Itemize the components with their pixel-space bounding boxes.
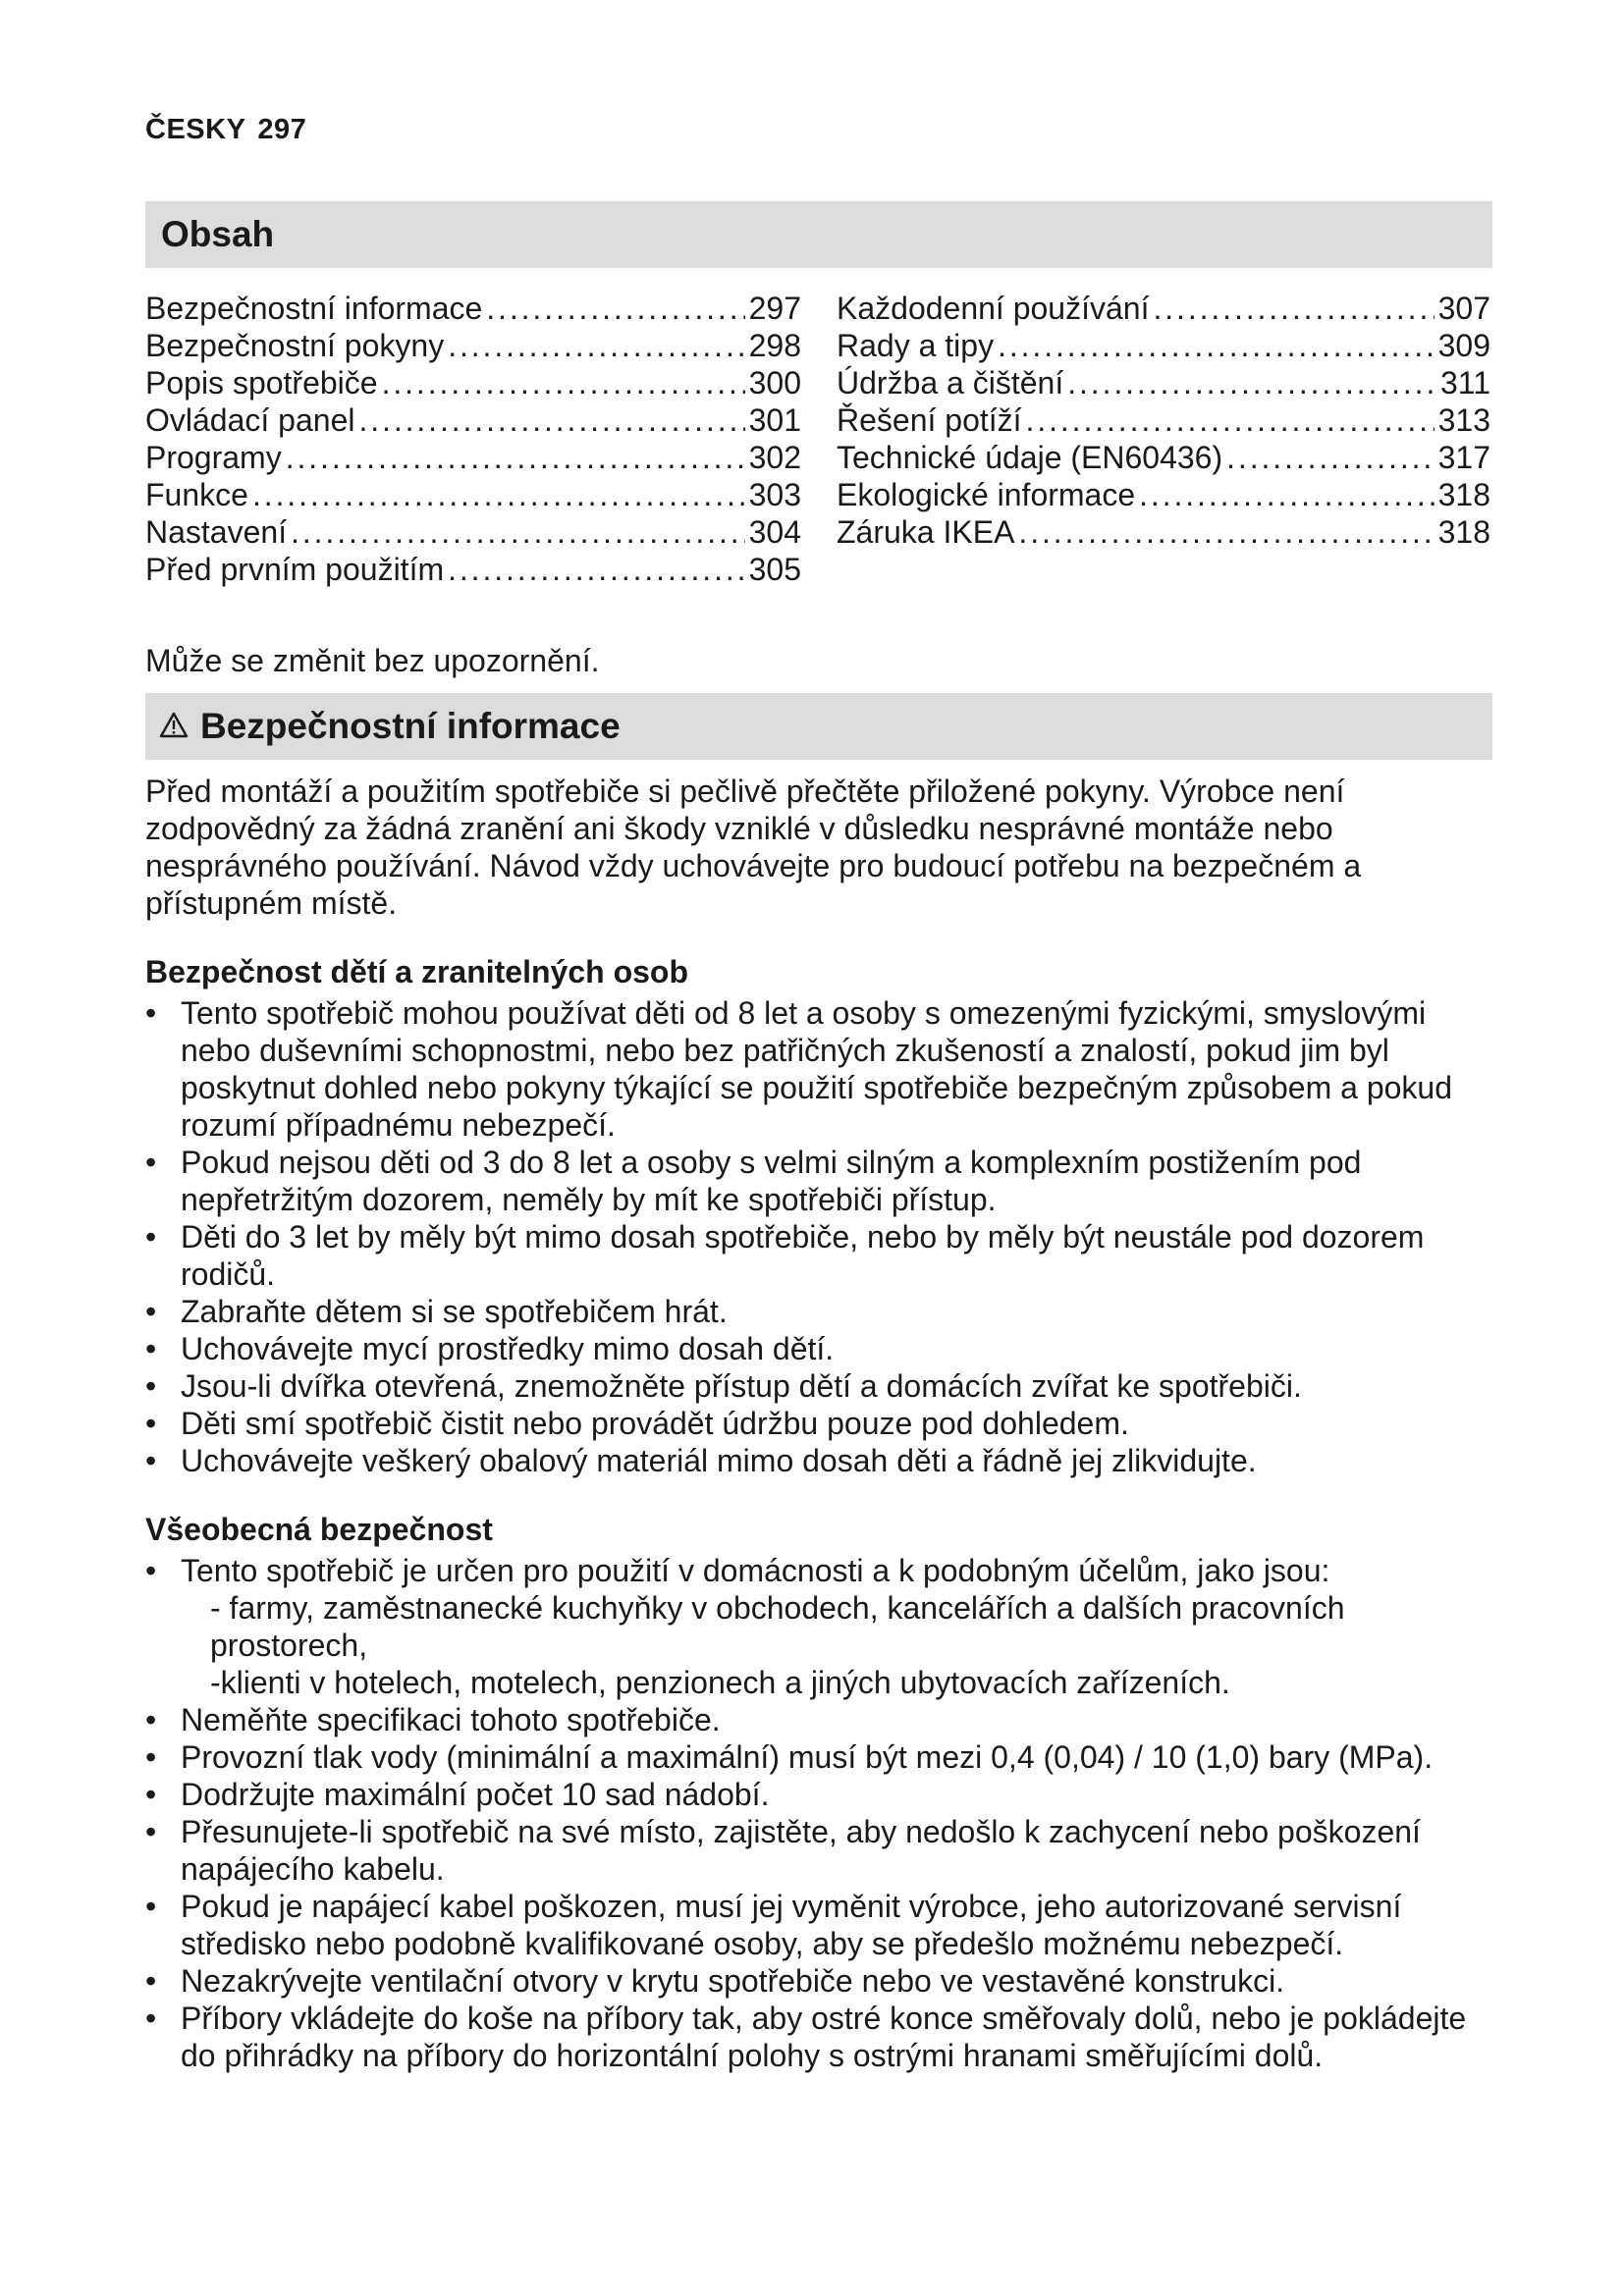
toc-leader-dots bbox=[1153, 290, 1434, 327]
children-safety-heading: Bezpečnost dětí a zranitelných osob bbox=[145, 954, 688, 989]
toc-entry-label: Ekologické informace bbox=[837, 477, 1136, 512]
toc-entry bbox=[837, 439, 1490, 476]
toc-entry-label: Programy bbox=[145, 440, 282, 475]
toc-entry-page: 298 bbox=[748, 328, 801, 363]
toc-entry-label: Funkce bbox=[145, 477, 248, 512]
toc-leader-dots bbox=[286, 439, 745, 476]
toc-entry bbox=[837, 327, 1490, 364]
toc-entry-page: 305 bbox=[748, 552, 801, 587]
toc-entry-page: 300 bbox=[748, 365, 801, 400]
toc-entry bbox=[145, 401, 801, 439]
list-item: • Nezakrývejte ventilační otvory v krytu spotřebiče nebo ve vestavěné konstrukci. bbox=[145, 1962, 1500, 2000]
toc-leader-dots bbox=[998, 327, 1435, 364]
warning-triangle-icon bbox=[159, 706, 200, 747]
toc-leader-dots bbox=[1067, 364, 1436, 401]
toc-leader-dots bbox=[448, 327, 744, 364]
list-item: • Jsou-li dvířka otevřená, znemožněte přístup dětí a domácích zvířat ke spotřebiči. bbox=[145, 1367, 1500, 1405]
safety-content bbox=[145, 773, 1500, 2074]
toc-entry bbox=[145, 513, 801, 551]
list-item: • Neměňte specifikaci tohoto spotřebiče. bbox=[145, 1701, 1500, 1738]
toc-entry-page: 309 bbox=[1437, 328, 1490, 363]
toc-leader-dots bbox=[448, 551, 745, 588]
toc-entry-label: Bezpečnostní informace bbox=[145, 291, 483, 326]
safety-title: Bezpečnostní informace bbox=[200, 706, 621, 746]
toc-entry-label: Popis spotřebiče bbox=[145, 365, 378, 400]
page-number: 297 bbox=[257, 114, 307, 145]
toc-entry-page: 303 bbox=[748, 477, 801, 512]
toc-entry-label: Každodenní používání bbox=[837, 291, 1150, 326]
toc-entry-page: 302 bbox=[748, 440, 801, 475]
toc-column-right bbox=[837, 290, 1490, 551]
children-safety-list bbox=[145, 994, 1500, 1479]
toc-entry-label: Rady a tipy bbox=[837, 328, 995, 363]
toc-entry-label: Záruka IKEA bbox=[837, 514, 1015, 550]
toc-leader-dots bbox=[1139, 476, 1434, 513]
toc-entry-label: Ovládací panel bbox=[145, 402, 355, 438]
list-item: • Přesunujete-li spotřebič na své místo, zajistěte, aby nedošlo k zachycení nebo poškození napájecího kabelu. bbox=[145, 1813, 1500, 1888]
toc-entry-page: 311 bbox=[1439, 365, 1490, 400]
list-item bbox=[145, 1552, 1500, 1701]
language-label: ČESKY bbox=[145, 114, 246, 145]
sub-item: -klienti v hotelech, motelech, penzionech a jiných ubytovacích zařízeních. bbox=[210, 1665, 1230, 1700]
toc-entry-page: 307 bbox=[1437, 291, 1490, 326]
toc-entry bbox=[837, 513, 1490, 551]
toc-entry bbox=[837, 364, 1490, 401]
toc-entry bbox=[145, 327, 801, 364]
toc-leader-dots bbox=[358, 401, 744, 439]
toc-leader-dots bbox=[1018, 513, 1434, 551]
toc-entry-label: Bezpečnostní pokyny bbox=[145, 328, 445, 363]
list-item: • Pokud nejsou děti od 3 do 8 let a osoby s velmi silným a komplexním postižením pod nepřetržitým dozorem, neměly by mít ke spotřebiči přístup. bbox=[145, 1144, 1500, 1218]
general-safety-heading: Všeobecná bezpečnost bbox=[145, 1512, 493, 1547]
list-item: • Pokud je napájecí kabel poškozen, musí jej vyměnit výrobce, jeho autorizované servisní středisko nebo podobně kvalifikované osoby, aby se předešlo možnému nebezpečí. bbox=[145, 1888, 1500, 1962]
general-safety-list bbox=[145, 1552, 1500, 2074]
toc-entry-page: 301 bbox=[748, 402, 801, 438]
page-header bbox=[145, 114, 306, 146]
toc-leader-dots bbox=[1226, 439, 1434, 476]
toc-entry-label: Údržba a čištění bbox=[837, 365, 1064, 400]
toc-leader-dots bbox=[252, 476, 745, 513]
safety-title-bar bbox=[145, 693, 1492, 760]
list-item: • Provozní tlak vody (minimální a maximální) musí být mezi 0,4 (0,04) / 10 (1,0) bary (MPa). bbox=[145, 1738, 1500, 1776]
toc-entry-label: Řešení potíží bbox=[837, 402, 1022, 438]
toc-entry bbox=[837, 476, 1490, 513]
toc-entry-page: 318 bbox=[1437, 477, 1490, 512]
toc-entry-label: Technické údaje (EN60436) bbox=[837, 440, 1223, 475]
toc-entry bbox=[145, 476, 801, 513]
safety-intro: Před montáží a použitím spotřebiče si pečlivě přečtěte přiložené pokyny. Výrobce není zodpovědný za žádná zranění ani škody vzniklé v důsledku nesprávné montáže nebo nesprávného používání. Návod vždy uchovávejte pro budoucí potřebu na bezpečném a přístupném místě. bbox=[145, 774, 1362, 921]
toc-title: Obsah bbox=[161, 214, 275, 254]
list-item-text: Tento spotřebič je určen pro použití v domácnosti a k podobným účelům, jako jsou: bbox=[181, 1553, 1330, 1588]
toc-column-left bbox=[145, 290, 801, 588]
toc-leader-dots bbox=[382, 364, 745, 401]
toc-entry-page: 297 bbox=[748, 291, 801, 326]
list-item: • Uchovávejte veškerý obalový materiál mimo dosah děti a řádně jej zlikvidujte. bbox=[145, 1442, 1500, 1479]
toc-entry bbox=[837, 401, 1490, 439]
toc-leader-dots bbox=[1026, 401, 1435, 439]
toc-entry bbox=[145, 290, 801, 327]
toc-entry bbox=[145, 551, 801, 588]
toc-leader-dots bbox=[291, 513, 745, 551]
toc-leader-dots bbox=[486, 290, 744, 327]
change-notice: Může se změnit bez upozornění. bbox=[145, 643, 600, 678]
toc-entry-label: Před prvním použitím bbox=[145, 552, 445, 587]
list-item: • Uchovávejte mycí prostředky mimo dosah dětí. bbox=[145, 1330, 1500, 1367]
toc-entry-page: 304 bbox=[748, 514, 801, 550]
toc-entry-page: 313 bbox=[1437, 402, 1490, 438]
toc-entry-page: 318 bbox=[1437, 514, 1490, 550]
toc-entry-label: Nastavení bbox=[145, 514, 288, 550]
toc-entry-page: 317 bbox=[1437, 440, 1490, 475]
toc-title-bar bbox=[145, 201, 1492, 268]
list-item: • Dodržujte maximální počet 10 sad nádobí. bbox=[145, 1776, 1500, 1813]
list-item: • Děti do 3 let by měly být mimo dosah spotřebiče, nebo by měly být neustále pod dozorem rodičů. bbox=[145, 1218, 1500, 1293]
sub-item: - farmy, zaměstnanecké kuchyňky v obchodech, kancelářích a dalších pracovních prostorech, bbox=[210, 1590, 1345, 1663]
list-item: • Zabraňte dětem si se spotřebičem hrát. bbox=[145, 1293, 1500, 1330]
list-item: • Děti smí spotřebič čistit nebo provádět údržbu pouze pod dohledem. bbox=[145, 1405, 1500, 1442]
list-item: • Tento spotřebič mohou používat děti od 8 let a osoby s omezenými fyzickými, smyslovými nebo duševními schopnostmi, nebo bez patřičných zkušeností a znalostí, pokud jim byl poskytnut dohled nebo pokyny týkající se použití spotřebiče bezpečným způsobem a pokud rozumí případnému nebezpečí. bbox=[145, 994, 1500, 1144]
toc-entry bbox=[837, 290, 1490, 327]
list-item: • Příbory vkládejte do koše na příbory tak, aby ostré konce směřovaly dolů, nebo je pokládejte do přihrádky na příbory do horizontální polohy s ostrými hranami směřujícími dolů. bbox=[145, 2000, 1500, 2074]
toc-entry bbox=[145, 364, 801, 401]
toc-entry bbox=[145, 439, 801, 476]
